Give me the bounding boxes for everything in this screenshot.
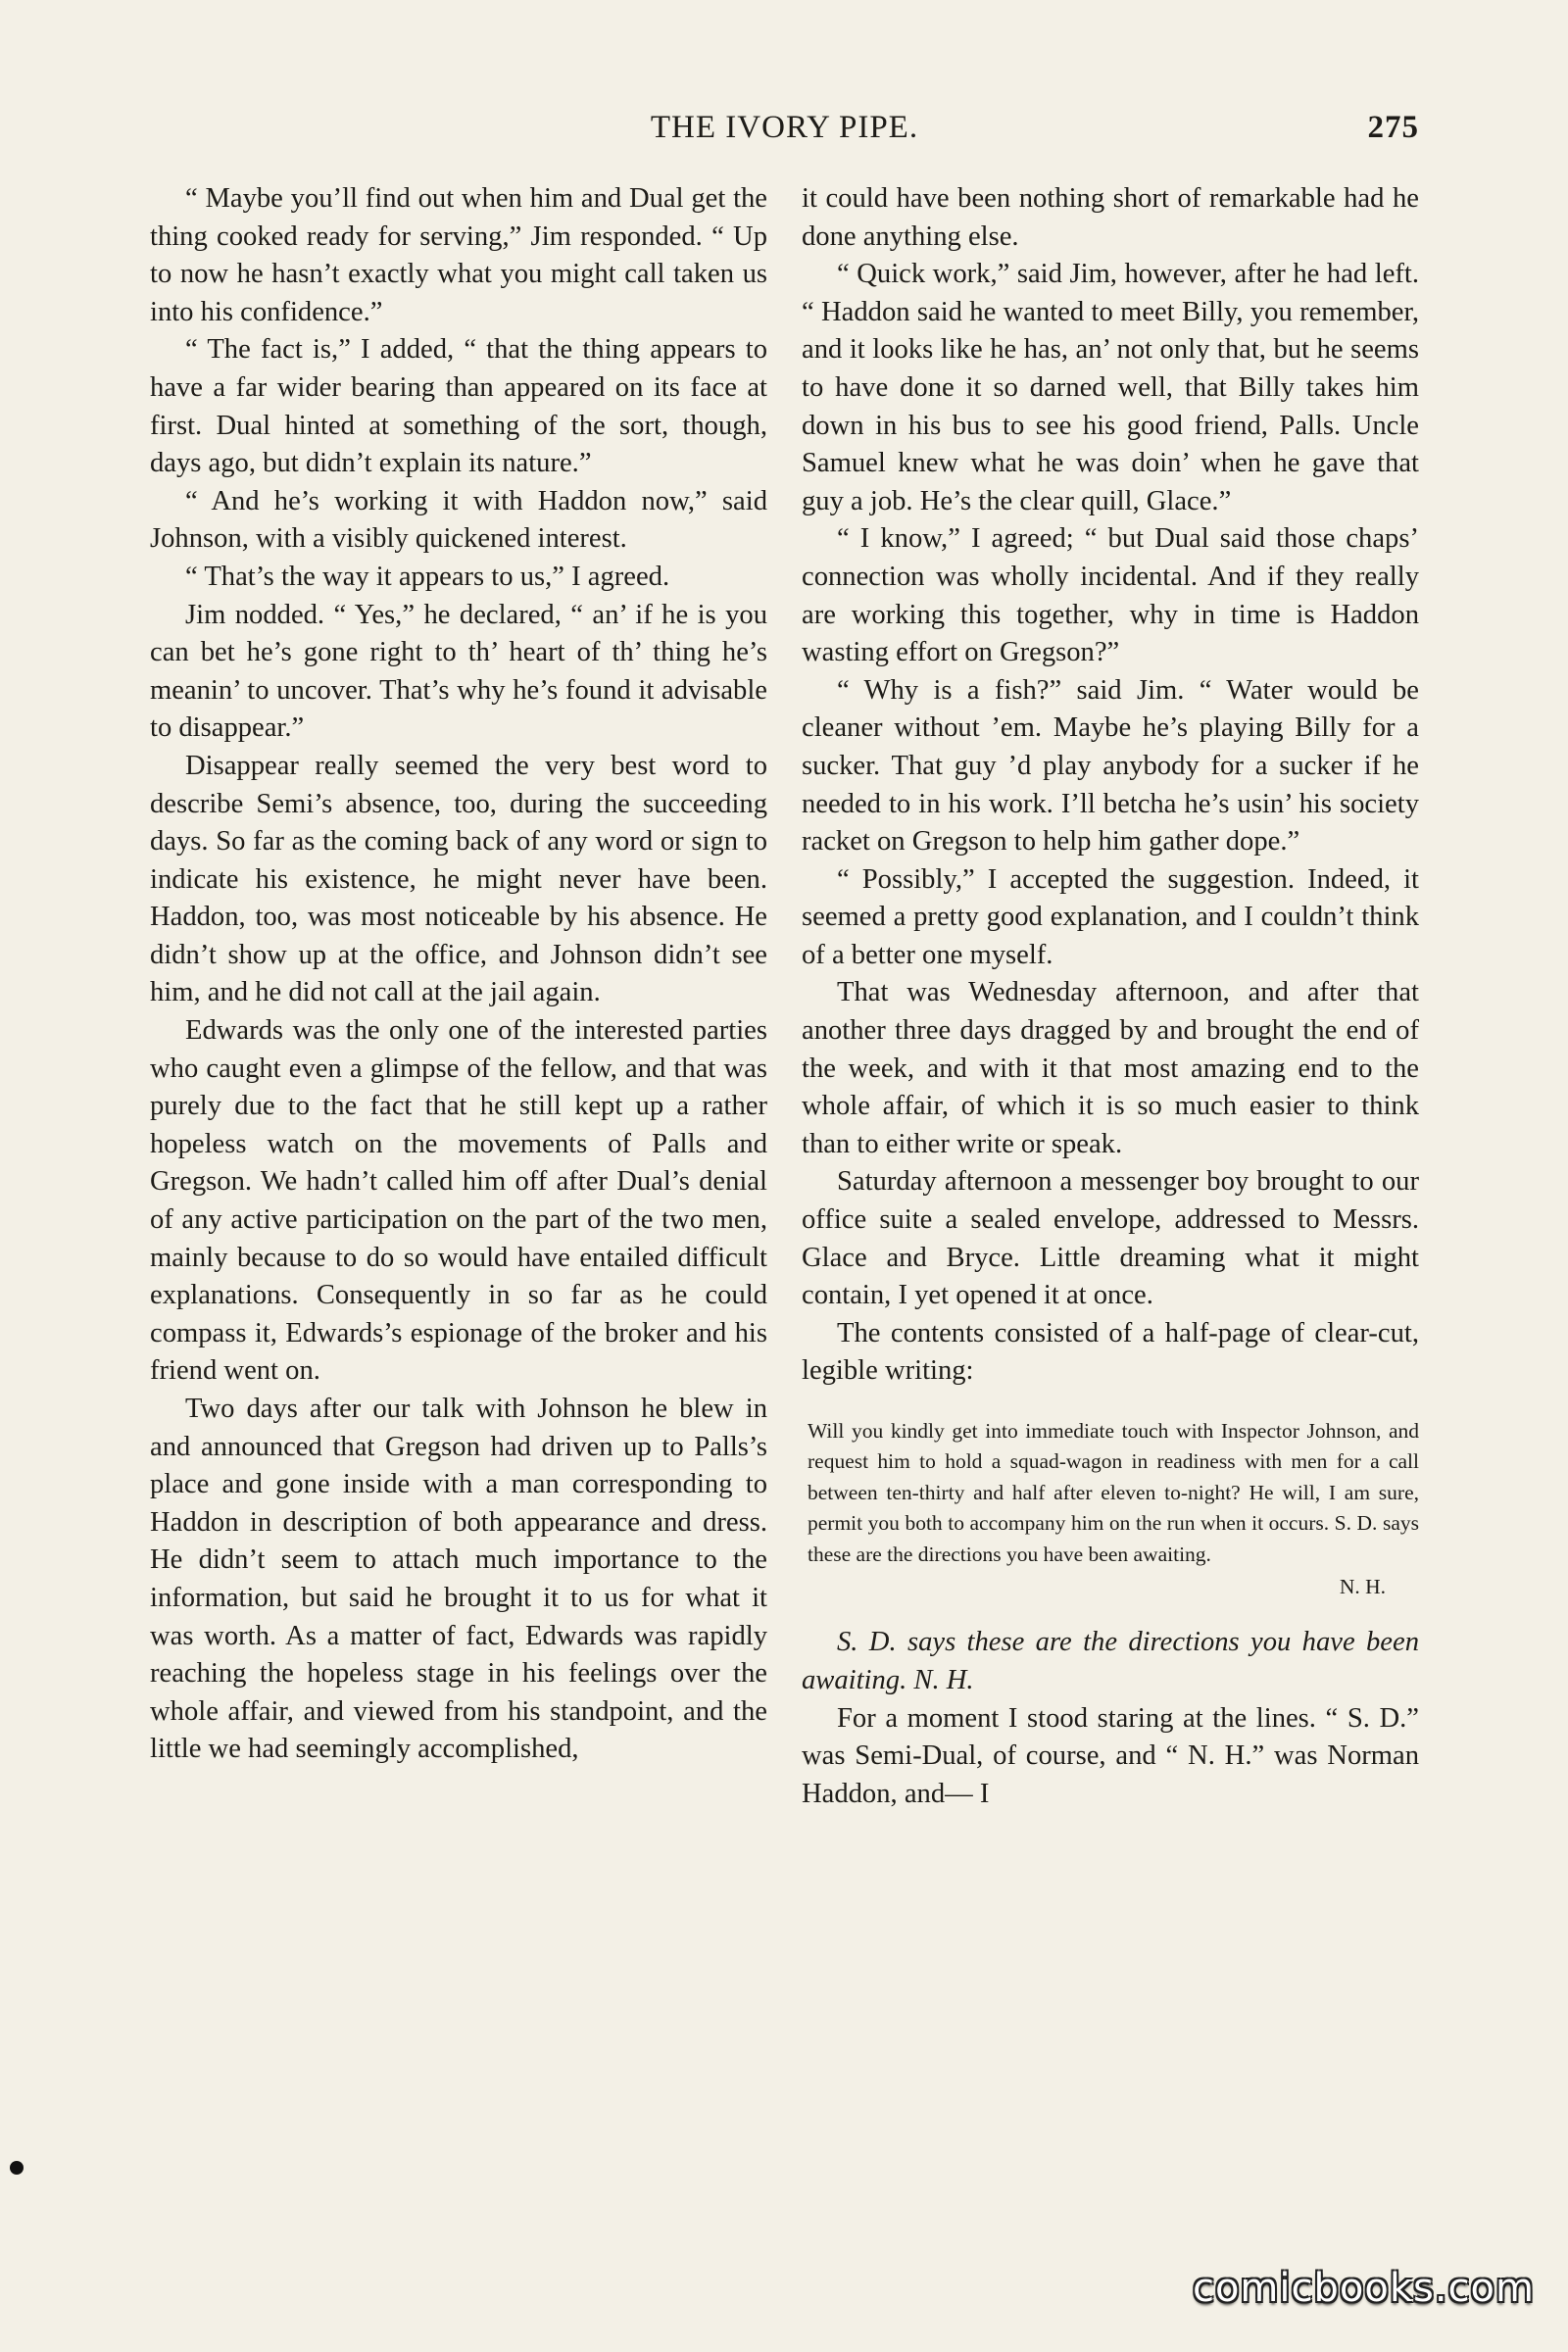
paragraph: “ Maybe you’ll find out when him and Dual get the thing cooked ready for serving,” Jim responded. “ Up to now he hasn’t exactly what you might call taken us into his confidence.”	[150, 183, 767, 327]
paragraph: That was Wednesday afternoon, and after that another three days dragged by and brought the end of the week, and with it that most amazing end to the whole affair, of which it is so much easier to think than to either write or speak.	[802, 977, 1419, 1159]
letter-signature: N. H.	[1339, 1575, 1386, 1599]
page-number: 275	[1367, 110, 1419, 145]
left-column	[150, 180, 767, 1769]
paragraph: For a moment I stood staring at the lines. “ S. D.” was Semi-Dual, of course, and “ N. H.” was Norman Haddon, and— I	[802, 1702, 1419, 1809]
paragraph: The contents consisted of a half-page of clear-cut, legible writing:	[802, 1317, 1419, 1387]
paragraph: “ Why is a fish?” said Jim. “ Water would be cleaner without ’em. Maybe he’s playing Billy for a sucker. That guy ’d play anybody for a sucker if he needed to in his work. I’ll betcha he’s usin’ his society racket on Gregson to help him gather dope.”	[802, 674, 1419, 858]
paragraph: “ And he’s working it with Haddon now,” said Johnson, with a visibly quickened interest.	[150, 485, 767, 555]
paragraph: “ Possibly,” I accepted the suggestion. Indeed, it seemed a pretty good explanation, and I couldn’t think of a better one myself.	[802, 863, 1419, 970]
quoted-letter	[808, 1416, 1419, 1602]
running-title: THE IVORY PIPE.	[650, 110, 919, 145]
running-head	[150, 110, 1419, 153]
paragraph: Disappear really seemed the very best word to describe Semi’s absence, too, during the succeeding days. So far as the coming back of any word or sign to indicate his existence, he might never have been. Haddon, too, was most noticeable by his absence. He didn’t show up at the office, and Johnson didn’t see him, and he did not call at the jail again.	[150, 750, 767, 1008]
paragraph-continuation: it could have been nothing short of remarkable had he done anything else.	[802, 183, 1419, 252]
paragraph: “ The fact is,” I added, “ that the thing appears to have a far wider bearing than appeared on its face at first. Dual hinted at something of the sort, though, days ago, but didn’t explain its nature.”	[150, 334, 767, 479]
paragraph: “ Quick work,” said Jim, however, after he had left. “ Haddon said he wanted to meet Billy, you remember, and it looks like he has, an’ not only that, but he seems to have done it so darned well, that Billy takes him down in his bus to see his good friend, Palls. Uncle Samuel knew what he was doin’ when he gave that guy a job. He’s the clear quill, Glace.”	[802, 259, 1419, 516]
paragraph: Jim nodded. “ Yes,” he declared, “ an’ if he is you can bet he’s gone right to th’ heart of th’ thing he’s meanin’ to uncover. That’s why he’s found it advisable to disappear.”	[150, 599, 767, 744]
letter-body: Will you kindly get into immediate touch with Inspector Johnson, and request him to hold a squad-wagon in readiness with men for a call between ten-thirty and half after eleven to-night? He will, I am sure, permit you both to accompany him on the run when it occurs. S. D. says these are the directions you have been awaiting.	[808, 1419, 1419, 1566]
paragraph: Saturday afternoon a messenger boy brought to our office suite a sealed envelope, addressed to Messrs. Glace and Bryce. Little dreaming what it might contain, I yet opened it at once.	[802, 1166, 1419, 1311]
watermark: comicbooks.com	[1192, 2266, 1535, 2311]
paragraph: “ I know,” I agreed; “ but Dual said those chaps’ connection was wholly incidental. And if they really are working this together, why in time is Haddon wasting effort on Gregson?”	[802, 523, 1419, 668]
paragraph: “ That’s the way it appears to us,” I agreed.	[185, 561, 670, 592]
right-column	[802, 180, 1419, 1813]
margin-dot	[10, 2161, 24, 2175]
paragraph: Edwards was the only one of the interested parties who caught even a glimpse of the fellow, and that was purely due to the fact that he still kept up a rather hopeless watch on the movements of Palls and Gregson. We hadn’t called him off after Dual’s denial of any active participation on the part of the two men, mainly because to do so would have entailed difficult explanations. Consequently in so far as he could compass it, Edwards’s espionage of the broker and his friend went on.	[150, 1015, 767, 1387]
paragraph: Two days after our talk with Johnson he blew in and announced that Gregson had driven up to Palls’s place and gone inside with a man corresponding to Haddon in description of both appearance and dress. He didn’t seem to attach much importance to the information, but said he brought it to us for what it was worth. As a matter of fact, Edwards was rapidly reaching the hopeless stage in his feelings over the whole affair, and viewed from his standpoint, and the little we had seemingly accomplished,	[150, 1394, 767, 1765]
italic-quote: S. D. says these are the directions you have been awaiting. N. H.	[802, 1627, 1419, 1696]
